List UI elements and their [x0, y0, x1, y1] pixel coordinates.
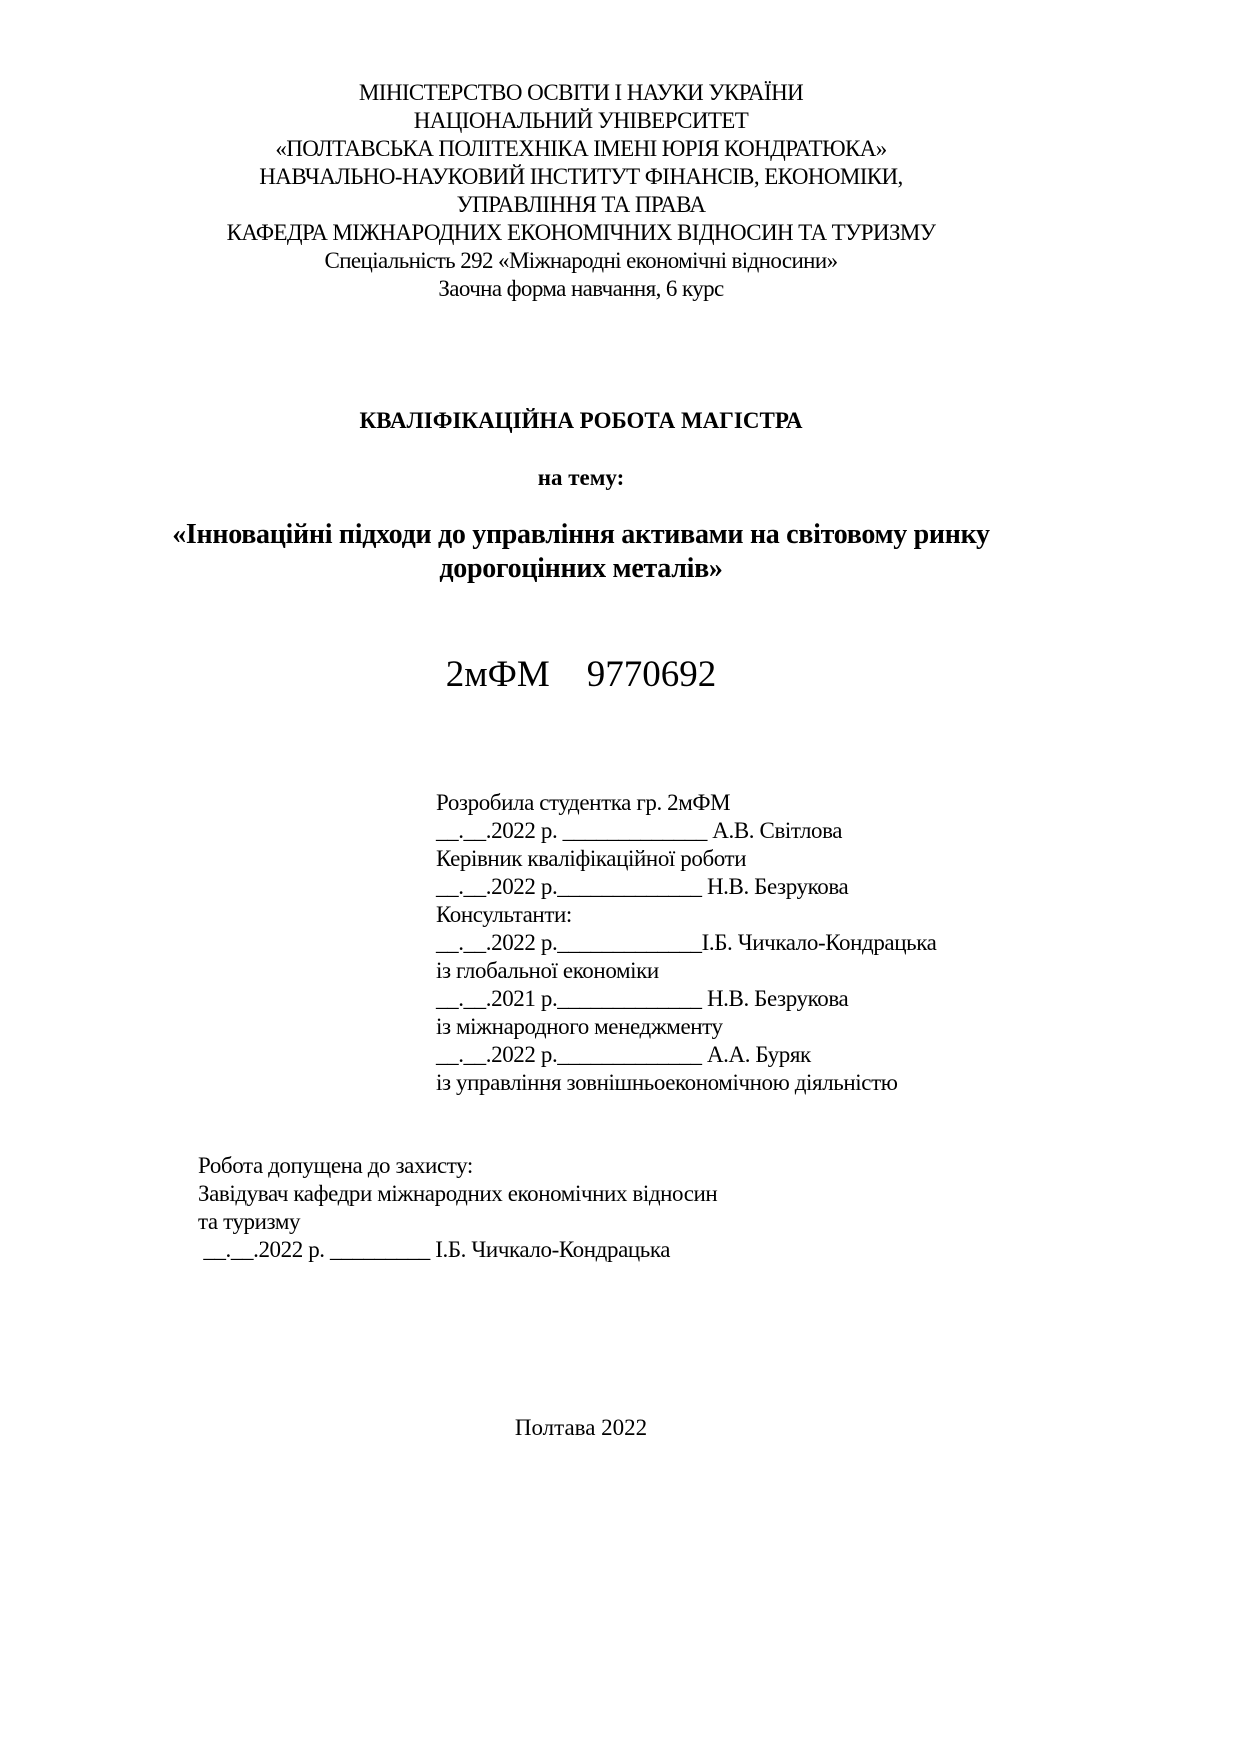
header-line: НАЦІОНАЛЬНИЙ УНІВЕРСИТЕТ — [413, 108, 749, 133]
admission-line: Завідувач кафедри міжнародних економічних відносин — [198, 1181, 718, 1206]
footer-city-year: Полтава 2022 — [514, 1415, 648, 1440]
header-line: УПРАВЛІННЯ ТА ПРАВА — [456, 192, 706, 217]
topic-line: дорогоцінних металів» — [439, 553, 723, 584]
header-line: «ПОЛТАВСЬКА ПОЛІТЕХНІКА ІМЕНІ ЮРІЯ КОНДРАТЮКА» — [275, 136, 887, 161]
signature-line: Розробила студентка гр. 2мФМ — [436, 790, 731, 815]
signature-line: із глобальної економіки — [436, 958, 659, 983]
admission-line: __.__.2022 р. _________ І.Б. Чичкало-Кондрацька — [198, 1237, 671, 1262]
document-subtitle: на тему: — [537, 465, 625, 490]
signature-line: __.__.2022 р. _____________ А.В. Світлова — [436, 818, 843, 843]
signature-line: __.__.2022 р._____________ А.А. Буряк — [436, 1042, 811, 1067]
header-line: КАФЕДРА МІЖНАРОДНИХ ЕКОНОМІЧНИХ ВІДНОСИН ТА ТУРИЗМУ — [226, 220, 936, 245]
admission-line: та туризму — [198, 1209, 301, 1234]
header-line: МІНІСТЕРСТВО ОСВІТИ І НАУКИ УКРАЇНИ — [358, 80, 804, 105]
document-title: КВАЛІФІКАЦІЙНА РОБОТА МАГІСТРА — [359, 408, 803, 433]
topic-line: «Інноваційні підходи до управління активами на світовому ринку — [172, 519, 990, 550]
header-line: Заочна форма навчання, 6 курс — [438, 276, 724, 301]
signature-line: Керівник кваліфікаційної роботи — [436, 846, 747, 871]
signature-line: __.__.2021 р._____________ Н.В. Безрукова — [436, 986, 849, 1011]
header-line: Спеціальність 292 «Міжнародні економічні відносини» — [324, 248, 838, 273]
admission-line: Робота допущена до захисту: — [198, 1153, 473, 1178]
signature-line: Консультанти: — [436, 902, 572, 927]
header-line: НАВЧАЛЬНО-НАУКОВИЙ ІНСТИТУТ ФІНАНСІВ, ЕКОНОМІКИ, — [259, 164, 903, 189]
signature-line: __.__.2022 р._____________І.Б. Чичкало-Кондрацька — [436, 930, 937, 955]
signature-line: із міжнародного менеджменту — [436, 1014, 723, 1039]
group-code: 2мФМ 9770692 — [445, 654, 717, 695]
signature-line: із управління зовнішньоекономічною діяльністю — [436, 1070, 898, 1095]
signature-line: __.__.2022 р._____________ Н.В. Безрукова — [436, 874, 849, 899]
